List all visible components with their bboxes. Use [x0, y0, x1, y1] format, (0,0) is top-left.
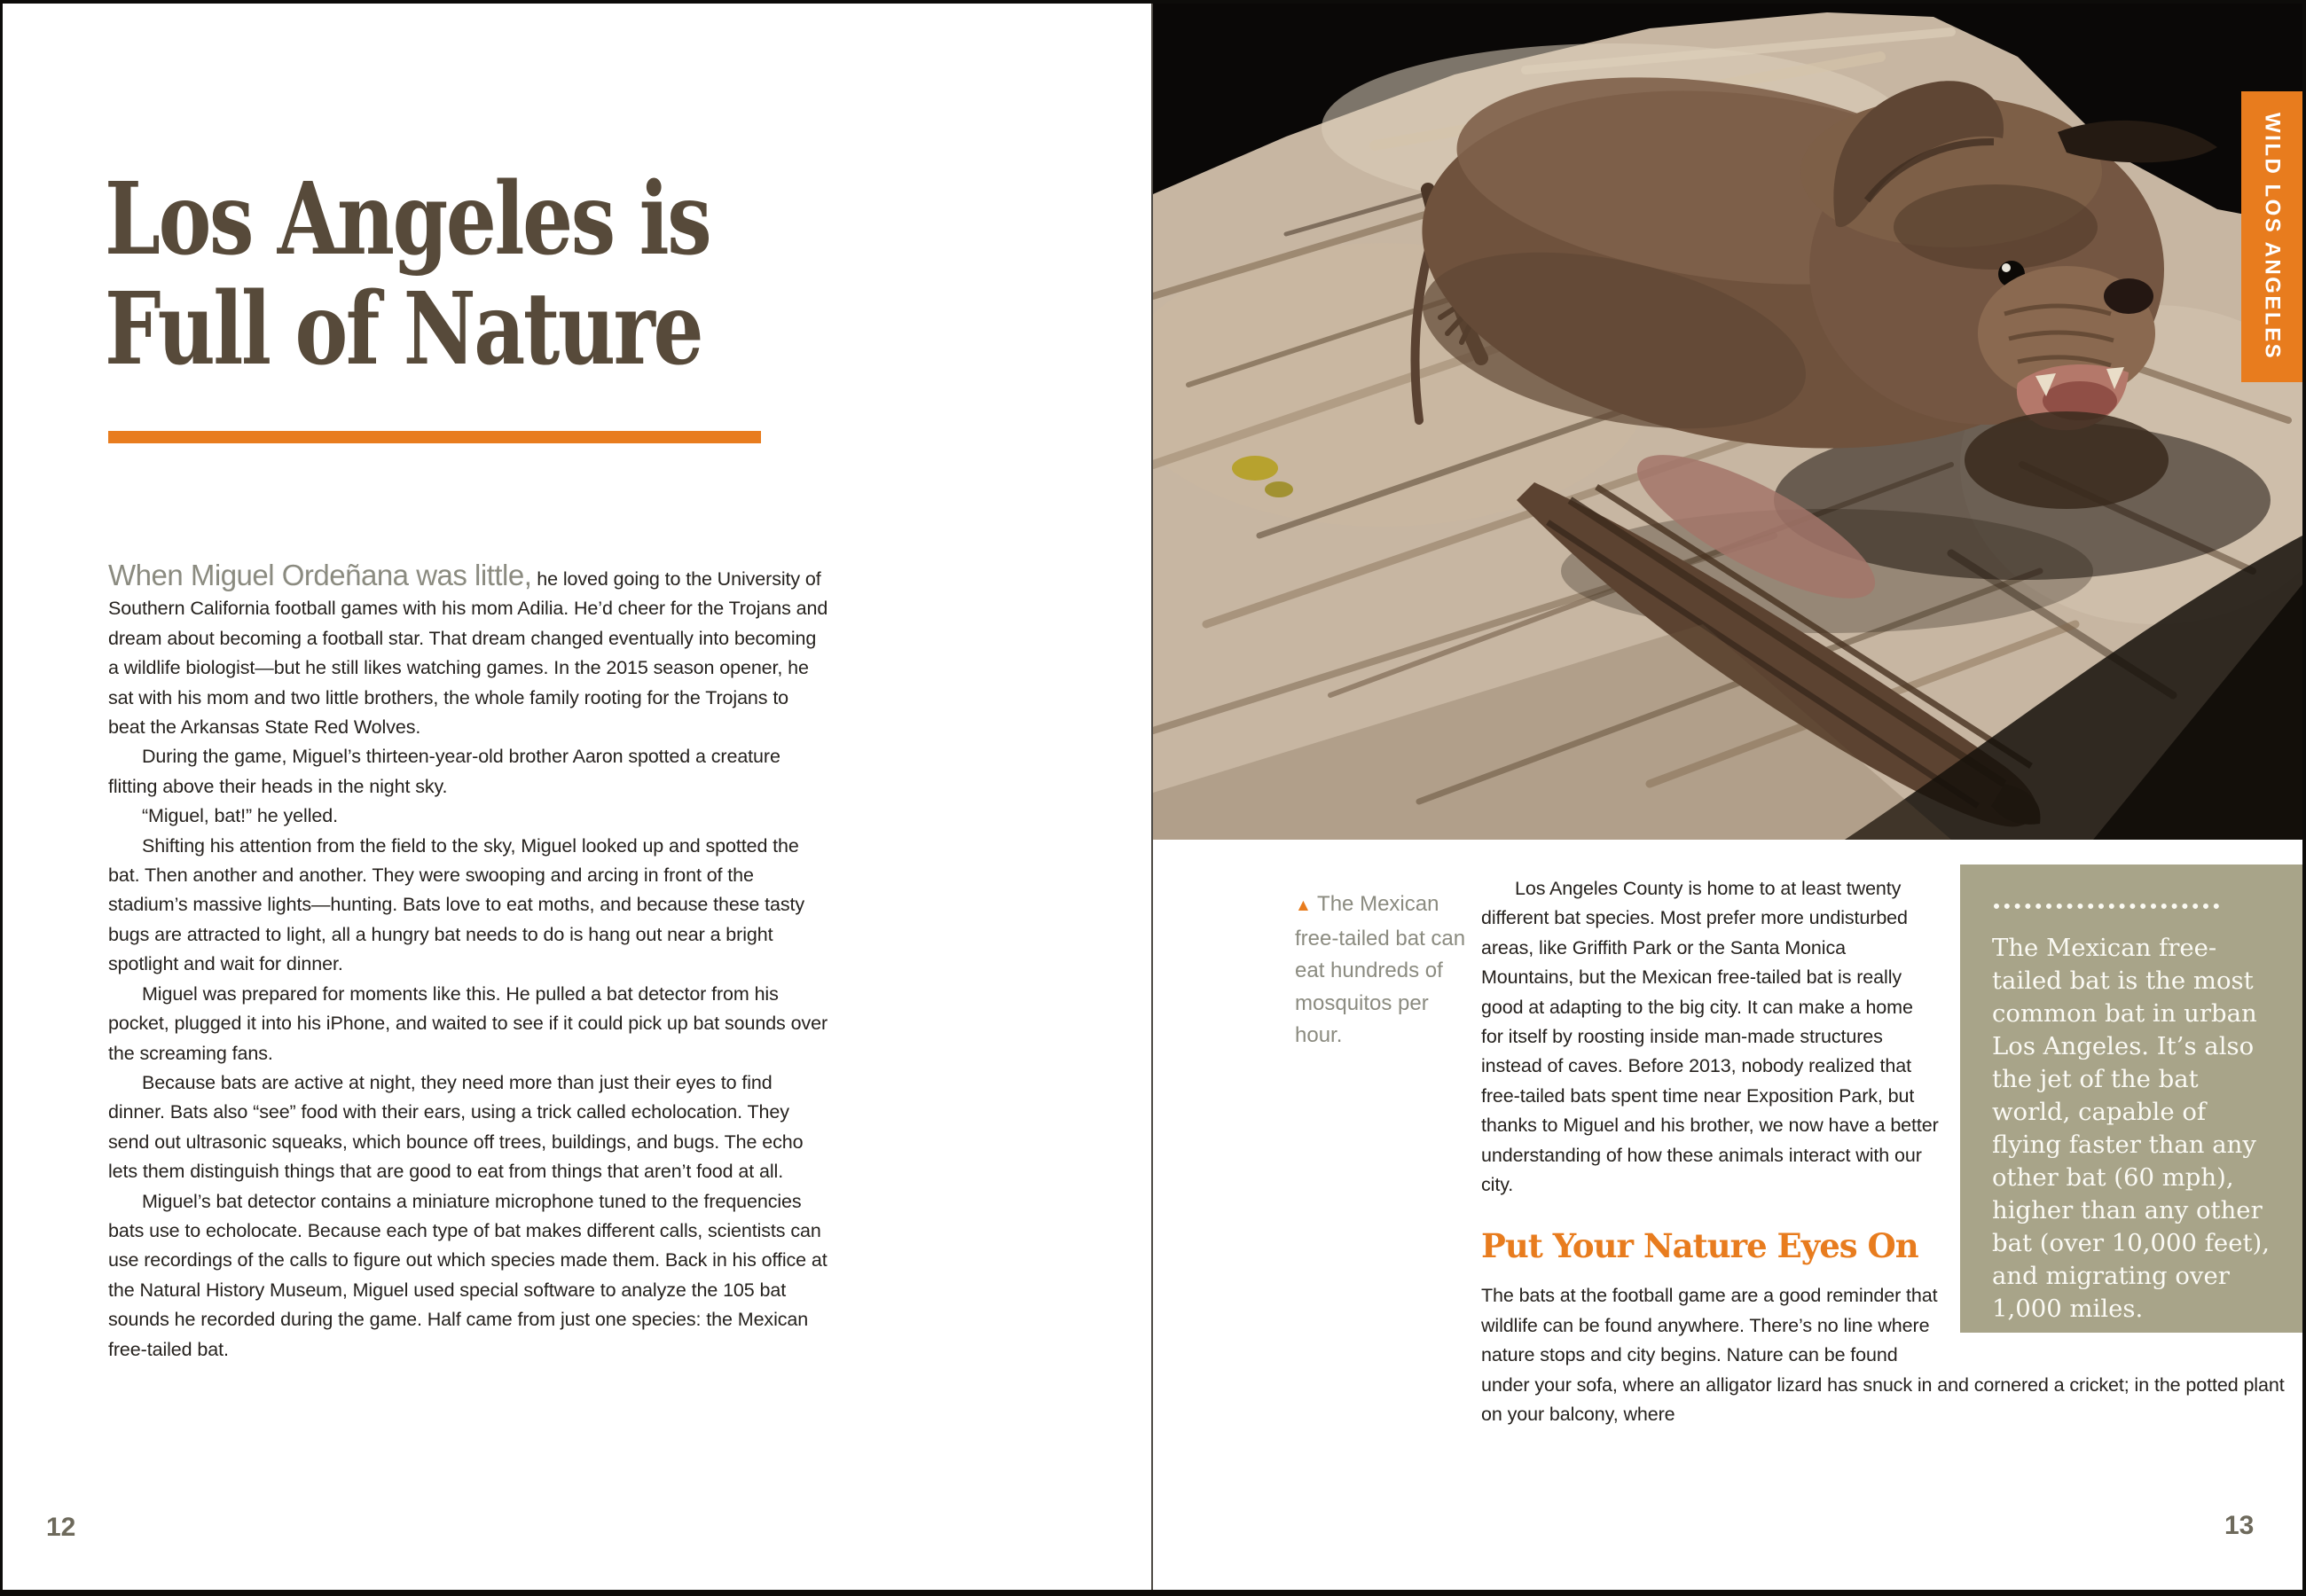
scan-edge-top: [0, 0, 2306, 4]
bat-photo: [1153, 4, 2302, 840]
bat-photo-illustration: [1153, 4, 2302, 840]
right-paragraph-bottom: The bats at the football game are a good reminder that wildlife can be found anywhere. There’s no line where nature stops and city begins. Nature can be found under your sofa, where an alligator lizard has snuck in and cornered a cricket; in the potted plant on your balcony, where: [1481, 1285, 2285, 1426]
caption-triangle-icon: ▲: [1295, 896, 1312, 915]
opening-paragraph: [108, 560, 830, 742]
chapter-tab-label: WILD LOS ANGELES: [2260, 113, 2285, 361]
photo-caption: [1295, 888, 1477, 1052]
page-gutter-fold: [1151, 4, 1153, 1590]
opening-paragraph-text: he loved going to the University of Southern California football games with his mom Adilia. He’d cheer for the Trojans and dream about becoming a football star. That dream changed eventually into becoming a wildlife biologist—but he still likes watching games. In the 2015 season opener, he sat with his mom and two little brothers, the whole family rooting for the Trojans to beat the Arkansas State Red Wolves.: [108, 568, 828, 739]
page-title: [105, 161, 710, 387]
paragraph: “Miguel, bat!” he yelled.: [142, 805, 338, 827]
scan-edge-right: [2302, 0, 2306, 1596]
scan-edge-bottom: [0, 1590, 2306, 1596]
paragraph: Because bats are active at night, they need more than just their eyes to find dinner. Bats also “see” food with their ears, using a trick called echolocation. They send out ultrasonic squeaks, which bounce off trees, buildings, and bugs. The echo lets them distinguish things that are good to eat from things that aren’t food at all.: [108, 1071, 804, 1183]
page-number-left: 12: [46, 1513, 76, 1542]
lead-in-phrase: When Miguel Ordeñana was little,: [108, 559, 532, 591]
right-text-column: [1481, 874, 2302, 1430]
paragraph: Miguel was prepared for moments like this. He pulled a bat detector from his pocket, plugged it into his iPhone, and waited to see if it could pick up bat sounds over the screaming fans.: [108, 982, 828, 1064]
page-number-right: 13: [2224, 1511, 2255, 1540]
title-line-1: Los Angeles is: [105, 161, 710, 278]
paragraph: Miguel’s bat detector contains a miniature microphone tuned to the frequencies bats use to echolocate. Because each type of bat makes different calls, scientists can use recordings of the calls to figure out which species made them. Back in his office at the Natural History Museum, Miguel used special software to analyze the 105 bat sounds he recorded during the game. Half came from just one species: the Mexican free-tailed bat.: [108, 1190, 827, 1360]
fact-callout-text: The Mexican free-tailed bat is the most common bat in urban Los Angeles. It’s also the jet of the bat world, capable of flying faster than any other bat (60 mph), higher than any other bat (over 10,000 feet), and migrating over 1,000 miles.: [1992, 934, 2270, 1323]
scan-edge-left: [0, 0, 3, 1596]
paragraph-list: [108, 742, 830, 1365]
title-accent-rule: [108, 431, 761, 443]
bat-nose: [2104, 278, 2153, 314]
title-line-2: Full of Nature: [105, 271, 702, 387]
right-paragraph-top: Los Angeles County is home to at least twenty different bat species. Most prefer more undisturbed areas, like Griffith Park or the Santa Monica Mountains, but the Mexican free-tailed bat is really good at adapting to the big city. It can make a home for itself by roosting inside man-made structures instead of caves. Before 2013, nobody realized that free-tailed bats spent time near Exposition Park, but thanks to Miguel and his brother, we now have a better understanding of how these animals interact with our city.: [1481, 878, 1939, 1196]
section-heading: Put Your Nature Eyes On: [1481, 1226, 1918, 1266]
body-text-column: [108, 560, 830, 1365]
paragraph: During the game, Miguel’s thirteen-year-old brother Aaron spotted a creature flitting above their heads in the night sky.: [108, 746, 780, 797]
chapter-tab: [2241, 91, 2302, 382]
fact-callout-box: [1960, 864, 2302, 1333]
paragraph: Shifting his attention from the field to the sky, Miguel looked up and spotted the bat. Then another and another. They were swooping and arcing in front of the stadium’s massive lights—hunting. Bats love to eat moths, and because these tasty bugs are attracted to light, all a hungry bat needs to do is hang out near a bright spotlight and wait for dinner.: [108, 834, 805, 975]
photo-caption-text: The Mexican free-tailed bat can eat hundreds of mosquitos per hour.: [1295, 892, 1466, 1047]
